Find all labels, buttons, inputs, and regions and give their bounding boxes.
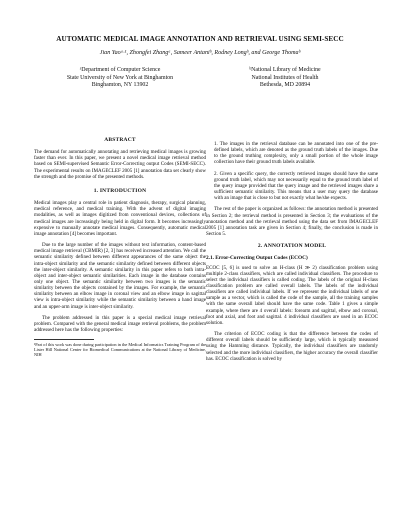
intro-paragraph-1: Medical images play a central role in patient diagnosis, therapy, surgical planning, medical reference, and medical training. With the advent of digital imaging modalities, as well as images digitized from conventional devices, collections of medical images are increasingly being held in digital form. It becomes increasingly expensive to manually annotate medical images. Consequently, automatic medical image annotation [4] becomes important. [34, 200, 206, 237]
section2-heading: 2. ANNOTATION MODEL [257, 243, 327, 250]
left-column [34, 137, 206, 358]
affiliation-line: ᵇNational Library of Medicine [249, 67, 321, 73]
intro-paragraph-3: The problem addressed in this paper is a special medical image retrieval problem. Compared with the general medical image retrieval problems, the problem addressed here has the following properties: [34, 314, 206, 334]
ecoc-paragraph-2: The criterion of ECOC coding is that the difference between the codes of different overall labels should be sufficiently large, which is typically measured using the Hamming distance. Typically, the individual classifiers are randomly selected and the more individual classifiers, the higher accuracy the overall classifier has. ECOC classification is solved by [206, 331, 378, 362]
author-list: Jian Yaoᵃ·¹, Zhongfei Zhangᵃ, Sameer Antaniᵇ, Rodney Longᵇ, and George Thomaᵇ [99, 50, 301, 56]
affiliation-line: Bethesda, MD 20894 [259, 82, 311, 89]
intro-paragraph-2: Due to the large number of the images without text information, content-based medical image retrieval (CBMIR) [2, 3] has received increased attention. We call the semantic similarity defined between different appearances of the same object the intra-object similarity and the semantic similarity defined between different objects the inter-object similarity. A semantic similarity in this paper refers to both intra-object and inter-object semantic similarities. Each image in the database contains only one object. The semantic similarity between two images is the semantic similarity between the objects contained by the images. For example, the semantic similarity between an elbow image in coronal view and an elbow image in sagittal view is intra-object similarity while the semantic similarity between a hand image and an upper-arm image is inter-object similarity. [34, 242, 206, 310]
abstract-text: The demand for automatically annotating and retrieving medical images is growing faster than ever. In this paper, we present a novel medical image retrieval method based on SEMI-supervised Semantic Error-Correcting output Codes (SEMI-SECC). The experimental results on IMAGECLEF 2005 [1] annotation data set clearly show the strength and the promise of the presented methods. [34, 149, 206, 180]
right-column [206, 141, 378, 367]
footnote-rule [34, 339, 94, 340]
ecoc-paragraph-1: ECOC [5, 6] is used to solve an H-class (H ≫ 2) classification problem using multiple 2-class classifiers, which are called individual classifiers. The procedure to select the individual classifiers is called coding. The labels of the original H-class classification problem are called overall labels. The labels of the individual classifiers are called individual labels. If we represent the individual labels of one sample as a vector, which is called the code of the sample, all the training samples with the same overall label should have the same code. Table 1 gives a simple example, where there are 4 overall labels: forearm and sagittal, elbow and coronal, foot and axial, and foot and sagittal. 4 individual classifiers are used in an ECOC solution. [206, 264, 378, 326]
abstract-heading: ABSTRACT [104, 137, 136, 143]
affiliation-nlm [200, 67, 370, 90]
affiliation-line: ᵃDepartment of Computer Science [79, 67, 161, 73]
affiliation-line: State University of New York at Binghamton [66, 74, 174, 81]
footnote: ¹Part of this work was done during participation in the Medical Informatics Training Program of the Lister Hill National Center for Biomedical Communications at the National Library of Medicine, NIH [34, 342, 206, 358]
paper-outline: The rest of the paper is organized as follows: the annotation method is presented in Section 2; the retrieval method is presented in Section 3; the evaluations of the annotation method and the retrieval method using the data set from IMAGECLEF 2005 [1] annotation task are given in Section 4; finally, the conclusion is made in Section 5. [206, 206, 378, 238]
affiliation-line: Binghamton, NY 13902 [91, 82, 149, 89]
property-item-1: 1. The images in the retrieval database can be annotated into one of the pre-defined labels, which are denoted as the ground truth labels of the images. Due to the ground truthing complexity, only a small portion of the whole image collection have their ground truth labels available. [214, 141, 378, 166]
affiliation-line: National Institutes of Health [251, 74, 319, 81]
paper-title: AUTOMATIC MEDICAL IMAGE ANNOTATION AND RETRIEVAL USING SEMI-SECC [56, 35, 344, 43]
intro-heading: 1. INTRODUCTION [93, 187, 147, 194]
affiliation-binghamton [35, 67, 205, 90]
property-item-2: 2. Given a specific query, the correctly retrieved images should have the same ground truth label, which may not necessarily equal to the ground truth label of the query image provided that the query image and the retrieved images share a sufficient semantic similarity. This means that a user may query the database with an image that is close to but not exactly what he/she expects. [214, 170, 378, 202]
subsection-heading: 2.1. Error-Correcting Output Codes (ECOC) [206, 255, 308, 262]
